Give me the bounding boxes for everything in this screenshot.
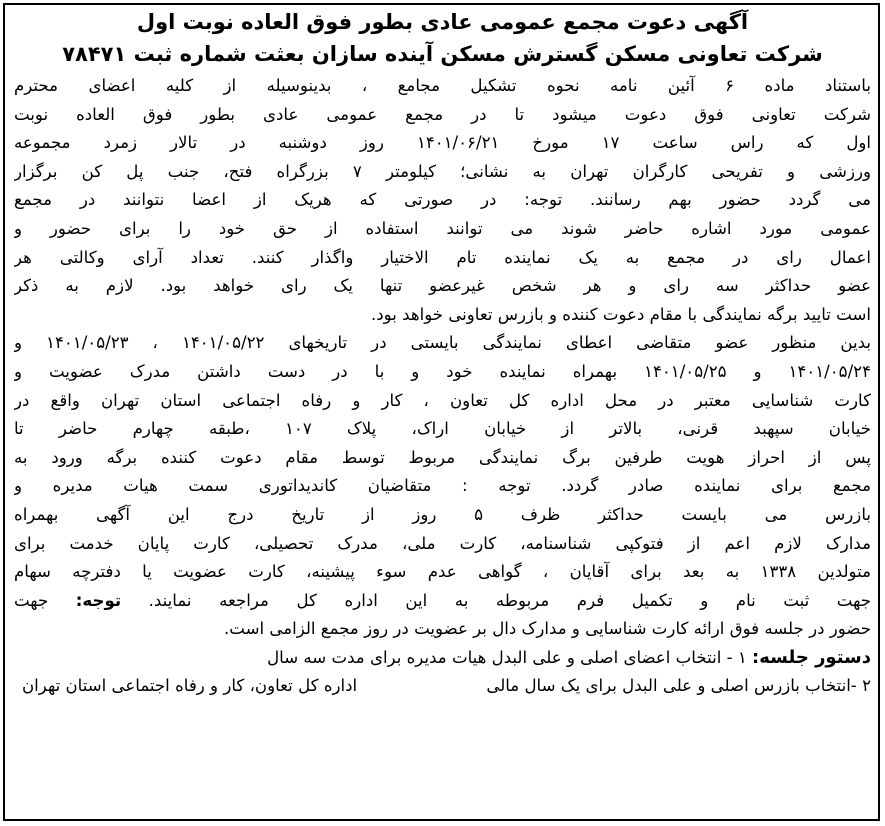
agenda-line [14,644,871,673]
body-line: ۱۴۰۱/۰۵/۲۴ و ۱۴۰۱/۰۵/۲۵ بهمراه نماینده خود و با در دست داشتن مدرک عضویت و [14,361,871,381]
body-line: پس از احراز هویت طرفین برگ نمایندگی مربوط توسط مقام دعوت کننده برگه ورود به [14,447,871,467]
body-line-text: جهت ثبت نام و تکمیل فرم مربوطه به این اداره کل مراجعه نمایند. [148,590,871,610]
body-line-tail: جهت [14,590,49,610]
body-line: بازرس می بایست حداکثر ظرف ۵ روز از تاریخ درج این آگهی بهمراه [14,504,871,524]
body-line: عمومی مورد اشاره حاضر شوند می توانند استفاده از حق خود را برای حضور و [14,218,871,238]
body-line: می گردد حضور بهم رسانند. توجه: در صورتی که هریک از اعضا نتوانند در مجمع [14,190,871,210]
notice-body [14,72,871,644]
body-line: متولدین ۱۳۳۸ به بعد برای آقایان ، گواهی عدم سوء پیشینه، کارت عضویت یا دفترچه سهام [14,562,871,582]
body-line: عضو حداکثر سه رای و هر شخص غیرعضو تنها یک رای خواهد بود. لازم به ذکر [14,276,871,296]
notice-company-title: شرکت تعاونی مسکن گسترش مسکن آینده سازان بعثت شماره ثبت ۷۸۴۷۱ [62,42,823,66]
agenda-label: دستور جلسه: [752,646,871,668]
notice-document [14,6,871,701]
notice-title: آگهی دعوت مجمع عمومی عادی بطور فوق العاده نوبت اول [136,10,749,34]
signature: اداره کل تعاون، کار و رفاه اجتماعی استان تهران [22,676,358,696]
body-line: مجمع برای نماینده صادر گردد. توجه : متقاضیان کاندیداتوری سمت هیات مدیره و [14,476,871,496]
body-line: است تایید برگه نمایندگی با مقام دعوت کننده و بازرس تعاونی خواهد بود. [371,304,871,324]
body-line: حضور در جلسه فوق ارائه کارت شناسایی و مدارک دال بر عضویت در روز مجمع الزامی است. [224,619,871,639]
body-line: مدارک لازم اعم از فتوکپی شناسنامه، کارت ملی، مدرک تحصیلی، کارت پایان خدمت برای [14,533,871,553]
footer-line [14,672,871,701]
body-line: باستناد ماده ۶ آئین نامه نحوه تشکیل مجامع ، بدینوسیله از کلیه اعضای محترم [14,76,871,95]
agenda-item: ۲ -انتخاب بازرس اصلی و علی البدل برای یک سال مالی [486,676,871,696]
body-line: کارت شناسایی معتبر در محل اداره کل تعاون ، کار و رفاه اجتماعی استان تهران واقع در [14,390,871,410]
body-line: شرکت تعاونی فوق دعوت میشود تا در مجمع عمومی عادی بطور فوق العاده نوبت [14,104,871,124]
body-line: اول که راس ساعت ۱۷ مورخ ۱۴۰۱/۰۶/۲۱ روز دوشنبه در تالار زمرد مجموعه [14,133,871,153]
body-line-with-note [14,587,871,616]
body-line: خیابان سپهبد قرنی، بالاتر از خیابان اراک، پلاک ۱۰۷ ،طبقه چهارم حاضر تا [14,419,871,439]
note-label: توجه: [75,590,122,610]
agenda-item: ۱ - انتخاب اعضای اصلی و علی البدل هیات مدیره برای مدت سه سال [267,647,747,667]
body-line: ورزشی و تفریحی کارگران تهران به نشانی؛ کیلومتر ۷ بزرگراه فتح، جنب پل کن برگزار [14,161,871,181]
body-line: اعمال رای در مجمع به یک نماینده تام الاختیار واگذار کنند. تعداد آرای وکالتی هر [14,247,871,267]
body-line: بدین منظور عضو متقاضی اعطای نمایندگی بایستی در تاریخهای ۱۴۰۱/۰۵/۲۲ ، ۱۴۰۱/۰۵/۲۳ و [14,333,871,353]
